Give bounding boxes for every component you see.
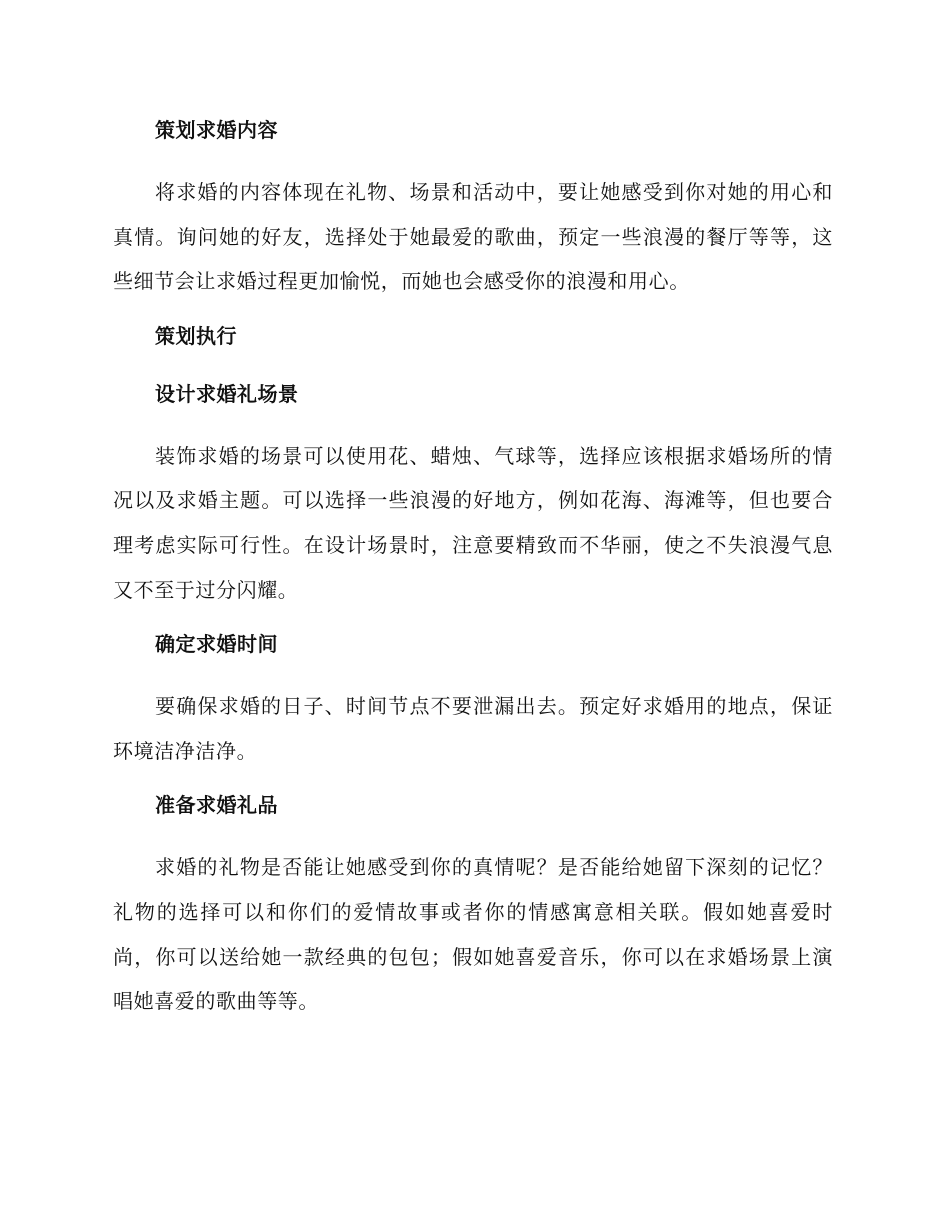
section-heading-prepare-gift: 准备求婚礼品: [155, 793, 278, 818]
section-paragraph-determine-time: 要确保求婚的日子、时间节点不要泄漏出去。预定好求婚用的地点，保证环境洁净洁净。: [113, 694, 833, 763]
section-paragraph-design-scene: 装饰求婚的场景可以使用花、蜡烛、气球等，选择应该根据求婚场所的情况以及求婚主题。可以选择一些浪漫的好地方，例如花海、海滩等，但也要合理考虑实际可行性。在设计场景时，注意要精致而不华丽，使之不失浪漫气息又不至于过分闪耀。: [113, 443, 833, 602]
section-heading-plan-execution: 策划执行: [155, 323, 237, 348]
section-heading-design-scene: 设计求婚礼场景: [155, 381, 299, 406]
section-paragraph-prepare-gift: 求婚的礼物是否能让她感受到你的真情呢？是否能给她留下深刻的记忆？礼物的选择可以和你们的爱情故事或者你的情感寓意相关联。假如她喜爱时尚，你可以送给她一款经典的包包；假如她喜爱音乐，你可以在求婚场景上演唱她喜爱的歌曲等等。: [113, 855, 833, 1014]
section-heading-determine-time: 确定求婚时间: [155, 632, 278, 657]
section-paragraph-plan-content: 将求婚的内容体现在礼物、场景和活动中，要让她感受到你对她的用心和真情。询问她的好友，选择处于她最爱的歌曲，预定一些浪漫的餐厅等等，这些细节会让求婚过程更加愉悦，而她也会感受你的浪漫和用心。: [113, 180, 833, 294]
section-heading-plan-content: 策划求婚内容: [155, 118, 278, 142]
document-body: [113, 112, 833, 1038]
